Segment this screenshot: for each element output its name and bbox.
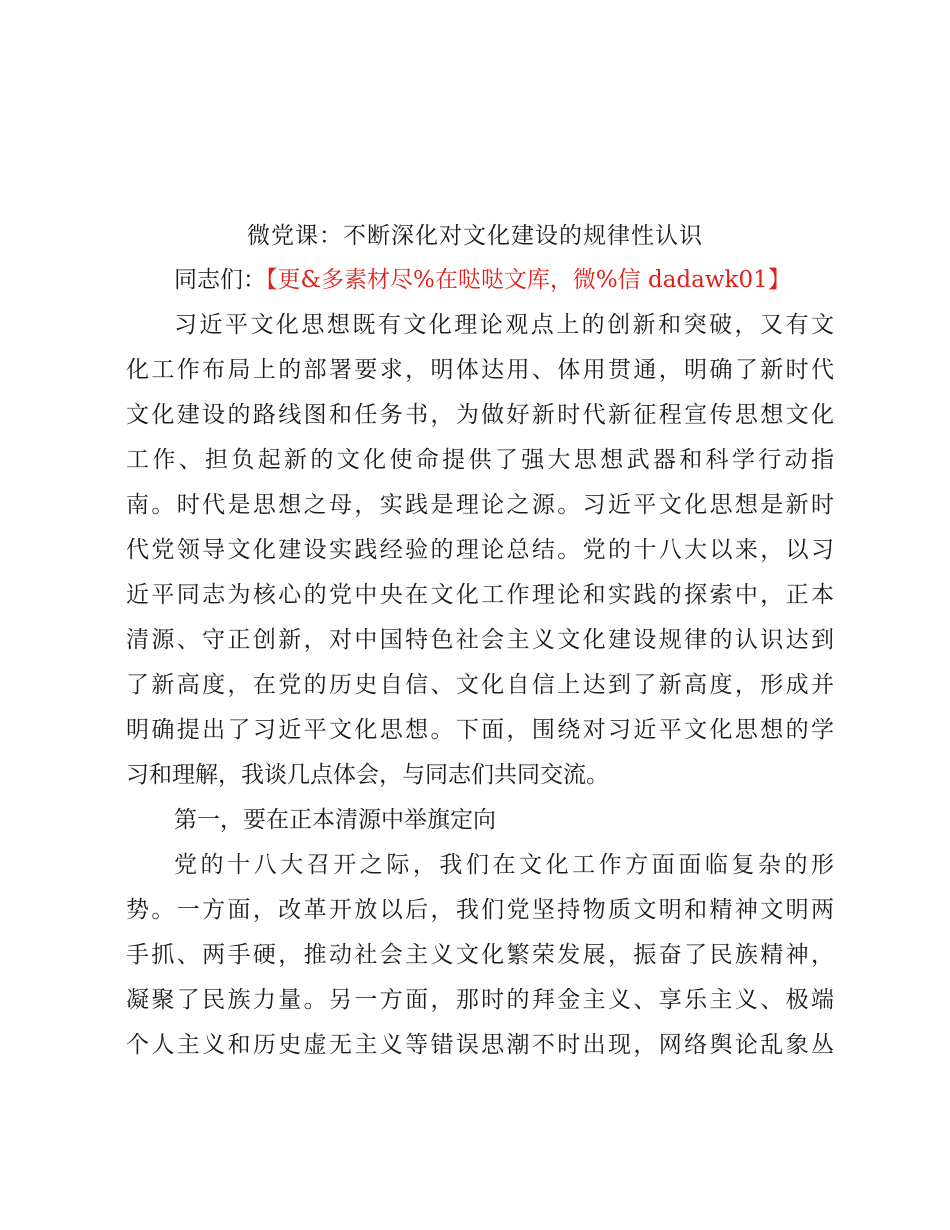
paragraph-1-line: 明确提出了习近平文化思想。下面，围绕对习近平文化思想的学 (126, 717, 834, 743)
paragraph-1-line: 文化建设的路线图和任务书，为做好新时代新征程宣传思想文化 (126, 402, 834, 428)
paragraph-1-line: 代党领导文化建设实践经验的理论总结。党的十八大以来，以习 (126, 537, 834, 563)
paragraph-1-line: 清源、守正创新，对中国特色社会主义文化建设规律的认识达到 (126, 627, 834, 653)
paragraph-1-line: 化工作布局上的部署要求，明体达用、体用贯通，明确了新时代 (126, 357, 834, 383)
salutation-line (174, 262, 834, 298)
paragraph-1-line: 习近平文化思想既有文化理论观点上的创新和突破，又有文 (174, 312, 834, 338)
paragraph-2-line: 凝聚了民族力量。另一方面，那时的拜金主义、享乐主义、极端 (126, 987, 834, 1013)
paragraph-1-line: 了新高度，在党的历史自信、文化自信上达到了新高度，形成并 (126, 672, 834, 698)
section-heading: 第一，要在正本清源中举旗定向 (174, 807, 496, 833)
document-title: 微党课：不断深化对文化建设的规律性认识 (247, 223, 703, 249)
paragraph-2-line: 手抓、两手硬，推动社会主义文化繁荣发展，振奋了民族精神， (126, 942, 834, 968)
salutation-label: 同志们： (174, 267, 266, 293)
paragraph-2-line: 党的十八大召开之际，我们在文化工作方面面临复杂的形 (174, 852, 834, 878)
paragraph-2-line: 个人主义和历史虚无主义等错误思潮不时出现，网络舆论乱象丛 (126, 1032, 834, 1058)
paragraph-1-line: 南。时代是思想之母，实践是理论之源。习近平文化思想是新时 (126, 492, 834, 518)
paragraph-1-line: 工作、担负起新的文化使命提供了强大思想武器和科学行动指 (126, 447, 834, 473)
paragraph-2-line: 势。一方面，改革开放以后，我们党坚持物质文明和精神文明两 (126, 897, 834, 923)
paragraph-1-line: 近平同志为核心的党中央在文化工作理论和实践的探索中，正本 (126, 582, 834, 608)
promo-notice: 【更&多素材尽%在哒哒文库，微%信 dadawk01】 (266, 267, 791, 293)
paragraph-1-line: 习和理解，我谈几点体会，与同志们共同交流。 (126, 762, 609, 788)
